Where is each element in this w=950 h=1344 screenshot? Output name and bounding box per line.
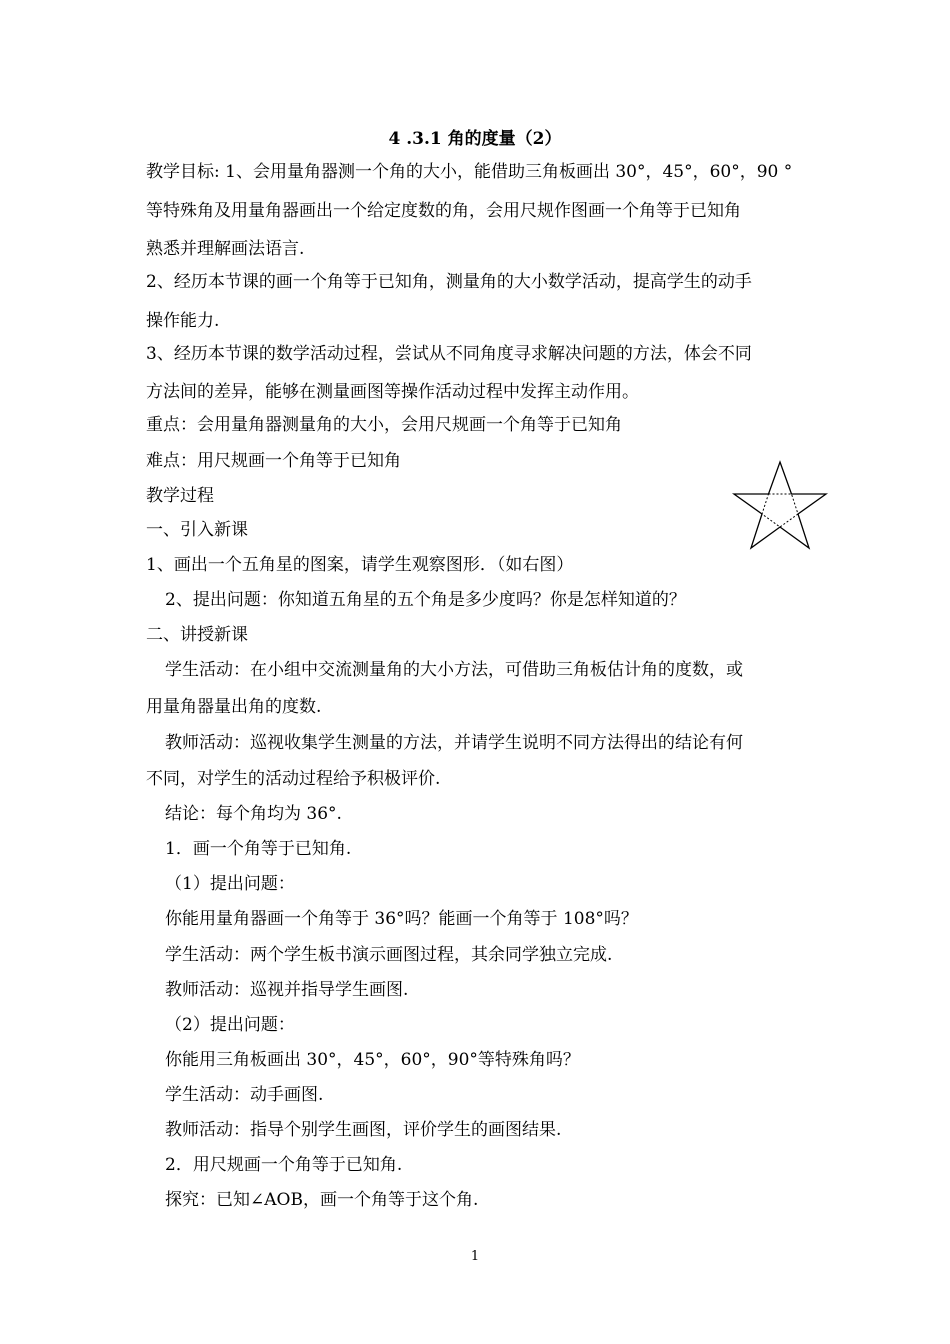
intro-item-2: 2、提出问题：你知道五角星的五个角是多少度吗？你是怎样知道的？ bbox=[165, 590, 686, 610]
student-activity-line-1: 学生活动：在小组中交流测量角的大小方法，可借助三角板估计角的度数，或 bbox=[165, 660, 743, 680]
page-number: 1 bbox=[470, 1249, 480, 1264]
objective-3-line-1: 3、经历本节课的数学活动过程，尝试从不同角度寻求解决问题的方法，体会不同 bbox=[146, 344, 752, 364]
objective-2-line-2: 操作能力. bbox=[146, 311, 220, 331]
section-heading-intro: 一、引入新课 bbox=[146, 520, 248, 540]
section-heading-teach: 二、讲授新课 bbox=[146, 625, 248, 645]
question-1-text: 你能用量角器画一个角等于 36°吗？能画一个角等于 108°吗？ bbox=[165, 909, 638, 929]
section-heading-process: 教学过程 bbox=[146, 486, 214, 506]
step-1-heading: 1．画一个角等于已知角. bbox=[165, 839, 352, 859]
intro-item-1: 1、画出一个五角星的图案，请学生观察图形．（如右图） bbox=[146, 555, 574, 575]
question-2-text: 你能用三角板画出 30°，45°，60°，90°等特殊角吗？ bbox=[165, 1050, 580, 1070]
objective-line-2: 等特殊角及用量角器画出一个给定度数的角，会用尺规作图画一个角等于已知角 bbox=[146, 201, 741, 221]
star-outline bbox=[734, 462, 826, 548]
key-point: 重点：会用量角器测量角的大小，会用尺规画一个角等于已知角 bbox=[146, 415, 622, 435]
difficult-point: 难点：用尺规画一个角等于已知角 bbox=[146, 451, 401, 471]
question-1-heading: （1）提出问题： bbox=[165, 874, 295, 894]
objective-line-3: 熟悉并理解画法语言. bbox=[146, 239, 305, 259]
question-2-student: 学生活动：动手画图. bbox=[165, 1085, 324, 1105]
five-point-star-figure bbox=[730, 460, 830, 552]
explore-text: 探究：已知∠AOB，画一个角等于这个角. bbox=[165, 1190, 479, 1210]
question-1-teacher: 教师活动：巡视并指导学生画图. bbox=[165, 980, 409, 1000]
document-title: 4 .3.1 角的度量（2） bbox=[388, 129, 562, 149]
conclusion: 结论：每个角均为 36°. bbox=[165, 804, 342, 824]
step-2-heading: 2．用尺规画一个角等于已知角. bbox=[165, 1155, 403, 1175]
teacher-activity-line-2: 不同，对学生的活动过程给予积极评价. bbox=[146, 769, 441, 789]
objective-3-line-2: 方法间的差异，能够在测量画图等操作活动过程中发挥主动作用。 bbox=[146, 382, 639, 402]
objective-line-1: 教学目标: 1、会用量角器测一个角的大小，能借助三角板画出 30°，45°，60°，90 ° bbox=[146, 162, 793, 182]
question-2-heading: （2）提出问题： bbox=[165, 1015, 295, 1035]
teacher-activity-line-1: 教师活动：巡视收集学生测量的方法，并请学生说明不同方法得出的结论有何 bbox=[165, 733, 743, 753]
objective-2-line-1: 2、经历本节课的画一个角等于已知角，测量角的大小数学活动，提高学生的动手 bbox=[146, 272, 752, 292]
question-1-student: 学生活动：两个学生板书演示画图过程，其余同学独立完成. bbox=[165, 945, 613, 965]
star-inner-pentagon bbox=[762, 494, 798, 527]
question-2-teacher: 教师活动：指导个别学生画图，评价学生的画图结果. bbox=[165, 1120, 562, 1140]
student-activity-line-2: 用量角器量出角的度数. bbox=[146, 697, 322, 717]
